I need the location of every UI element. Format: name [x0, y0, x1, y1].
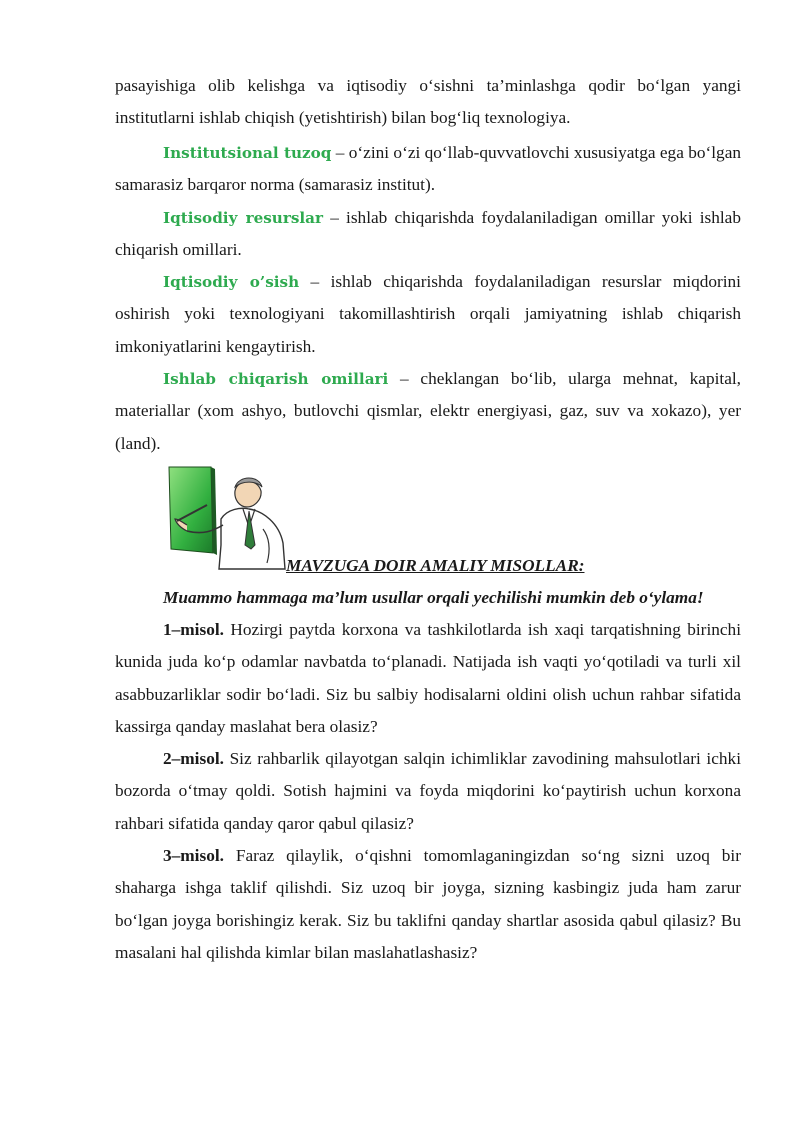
example-label: 1–misol. [163, 620, 224, 639]
term-label: Iqtisodiy resurslar [163, 209, 323, 227]
definition-text: – o‘zini o‘zi qo‘llab-quvvatlovchi xususiyatga ega bo‘lgan samarasiz barqaror norma (samarasiz institut). [115, 143, 741, 195]
definition-text: – cheklangan bo‘lib, ularga mehnat, kapital, materiallar (xom ashyo, butlovchi qismlar, elektr energiyasi, gaz, suv va xokazo), yer (land). [115, 369, 741, 453]
definition-economic-resources [115, 202, 741, 267]
definition-text: – ishlab chiqarishda foydalaniladigan resurslar miqdorini oshirish yoki texnologiyani takomillashtirish orqali jamiyatning ishlab chiqarish imkoniyatlarini kengaytirish. [115, 272, 741, 356]
definition-economic-growth [115, 266, 741, 363]
example-text: Faraz qilaylik, o‘qishni tomomlaganingizdan so‘ng sizni uzoq bir shaharga ishga taklif qilishdi. Siz uzoq bir joyga, sizning kasbingiz juda ham zarur bo‘lgan joyga borishingiz kerak. Siz bu taklifni qanday shartlar asosida qabul qilasiz? Bu masalani hal qilishda kimlar bilan maslahatlashasiz? [115, 846, 741, 962]
example-2 [115, 743, 741, 840]
example-label: 2–misol. [163, 749, 224, 768]
term-label: Institutsional tuzoq [163, 144, 332, 162]
example-text: Hozirgi paytda korxona va tashkilotlarda ish xaqi tarqatishning birinchi kunida juda ko‘p odamlar navbatda to‘planadi. Natijada ish vaqti yo‘qotiladi va turli xil asabbuzarliklar sodir bo‘ladi. Siz bu salbiy hodisalarni oldini olish uchun rahbar sifatida kassirga qanday maslahat bera olasiz? [115, 620, 741, 736]
example-1 [115, 614, 741, 743]
paragraph-text: pasayishiga olib kelishga va iqtisodiy o‘sishni ta’minlashga qodir bo‘lgan yangi institutlarni ishlab chiqish (yetishtirish) bilan bog‘liq texnologiya. [115, 76, 741, 128]
example-text: Siz rahbarlik qilayotgan salqin ichimliklar zavodining mahsulotlari ichki bozorda o‘tmay qoldi. Sotish hajmini va foyda miqdorini ko‘paytirish uchun korxona rahbari sifatida qanday qaror qabul qilasiz? [115, 749, 741, 833]
definition-institutional-trap [115, 137, 741, 202]
example-label: 3–misol. [163, 846, 224, 865]
section-motto: Muammo hammaga ma’lum usullar orqali yechilishi mumkin deb o‘ylama! [163, 588, 704, 607]
section-heading: MAVZUGA DOIR AMALIY MISOLLAR: [286, 556, 585, 575]
definition-production-factors [115, 363, 741, 460]
term-label: Iqtisodiy o’sish [163, 273, 300, 291]
teacher-at-board-icon [163, 465, 287, 572]
paragraph-continuation [115, 70, 741, 135]
term-label: Ishlab chiqarish omillari [163, 370, 389, 388]
example-3 [115, 840, 741, 969]
definition-text: – ishlab chiqarishda foydalaniladigan omillar yoki ishlab chiqarish omillari. [115, 208, 741, 260]
